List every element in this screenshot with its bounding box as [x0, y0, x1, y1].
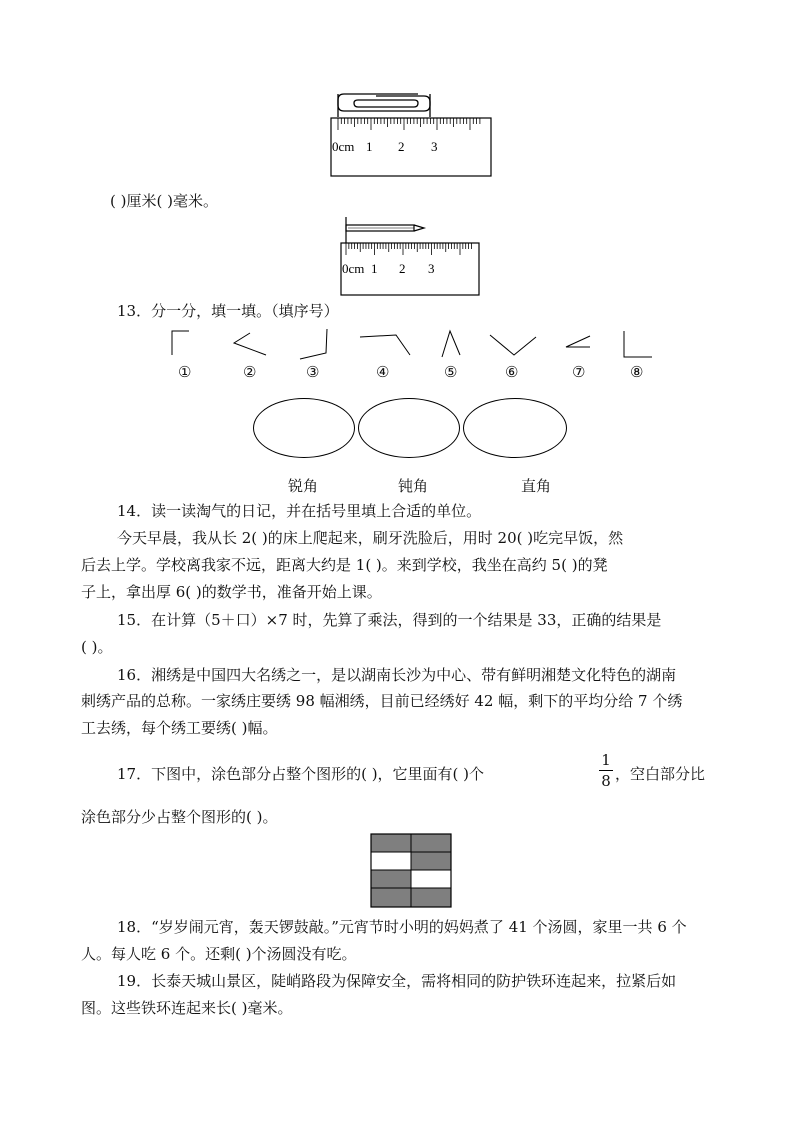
ruler-label-1: 1	[366, 139, 373, 154]
marker-3: ③	[306, 363, 320, 381]
q14-line-3: 子上，拿出厚 6( )的数学书，准备开始上课。	[81, 583, 382, 601]
ruler-label-2: 2	[399, 261, 406, 276]
angle-6-icon	[490, 335, 536, 355]
angle-1-icon	[172, 331, 189, 355]
answer-oval-obtuse[interactable]	[358, 398, 460, 458]
fraction-one-eighth	[599, 751, 613, 790]
angle-7-icon	[566, 336, 590, 347]
q17-line-2: 涂色部分少占整个图形的( )。	[81, 808, 278, 826]
q15-line-1: 15．在计算（5＋口）×7 时，先算了乘法，得到的一个结果是 33，正确的结果是	[117, 611, 662, 629]
label-right: 直角	[521, 477, 552, 495]
marker-5: ⑤	[444, 363, 458, 381]
ruler-label-3: 3	[431, 139, 438, 154]
fraction-numerator: 1	[601, 751, 611, 769]
angle-5-icon	[442, 331, 460, 357]
angle-8-icon	[624, 331, 652, 357]
angle-2-icon	[234, 333, 266, 355]
answer-oval-right[interactable]	[463, 398, 567, 458]
q16-line-2: 刺绣产品的总称。一家绣庄要绣 98 幅湘绣，目前已经绣好 42 幅，剩下的平均分给 7 个绣	[81, 692, 683, 710]
paperclip-icon	[338, 94, 430, 117]
label-obtuse: 钝角	[398, 477, 429, 495]
q17-line-1a: 17．下图中，涂色部分占整个图形的( )，它里面有( )个	[117, 765, 485, 783]
angle-3-icon	[300, 329, 327, 359]
label-acute: 锐角	[288, 477, 319, 495]
shaded-grid-figure	[370, 833, 452, 909]
ruler-label-2: 2	[398, 139, 405, 154]
angle-figures	[160, 325, 660, 365]
ruler-with-nail-figure	[340, 213, 482, 297]
marker-6: ⑥	[505, 363, 519, 381]
fraction-denominator: 8	[601, 772, 611, 790]
ruler-label-1: 1	[371, 261, 378, 276]
nail-icon	[346, 217, 424, 243]
marker-7: ⑦	[572, 363, 586, 381]
q14-question: 14．读一读淘气的日记，并在括号里填上合适的单位。	[117, 502, 482, 520]
q18-line-1: 18．“岁岁闹元宵，轰天锣鼓敲。”元宵节时小明的妈妈煮了 41 个汤圆，家里一共 6 个	[117, 918, 687, 936]
ruler-label-0cm: 0cm	[332, 139, 355, 154]
q13-question: 13．分一分，填一填。（填序号）	[117, 302, 339, 320]
q16-line-3: 工去绣，每个绣工要绣( )幅。	[81, 719, 278, 737]
q19-line-1: 19．长泰天城山景区，陡峭路段为保障安全，需将相同的防护铁环连起来，拉紧后如	[117, 972, 677, 990]
ruler-label-0cm: 0cm	[342, 261, 365, 276]
q14-line-2: 后去上学。学校离我家不远，距离大约是 1( )。来到学校，我坐在高约 5( )的凳	[81, 556, 608, 574]
ruler-with-paperclip-figure	[330, 90, 492, 180]
fraction-bar	[599, 770, 613, 771]
marker-8: ⑧	[630, 363, 644, 381]
q12-answer-line: ( )厘米( )毫米。	[110, 192, 218, 210]
marker-1: ①	[178, 363, 192, 381]
ruler-label-3: 3	[428, 261, 435, 276]
q14-line-1: 今天早晨，我从长 2( )的床上爬起来，刷牙洗脸后，用时 20( )吃完早饭，然	[117, 529, 624, 547]
q17-line-1b: ，空白部分比	[615, 765, 706, 783]
q15-line-2: ( )。	[81, 638, 113, 656]
marker-2: ②	[243, 363, 257, 381]
q19-line-2: 图。这些铁环连起来长( )毫米。	[81, 999, 293, 1017]
answer-oval-acute[interactable]	[253, 398, 355, 458]
angle-4-icon	[360, 335, 410, 355]
q18-line-2: 人。每人吃 6 个。还剩( )个汤圆没有吃。	[81, 945, 357, 963]
q16-line-1: 16．湘绣是中国四大名绣之一，是以湖南长沙为中心、带有鲜明湘楚文化特色的湖南	[117, 666, 677, 684]
marker-4: ④	[376, 363, 390, 381]
